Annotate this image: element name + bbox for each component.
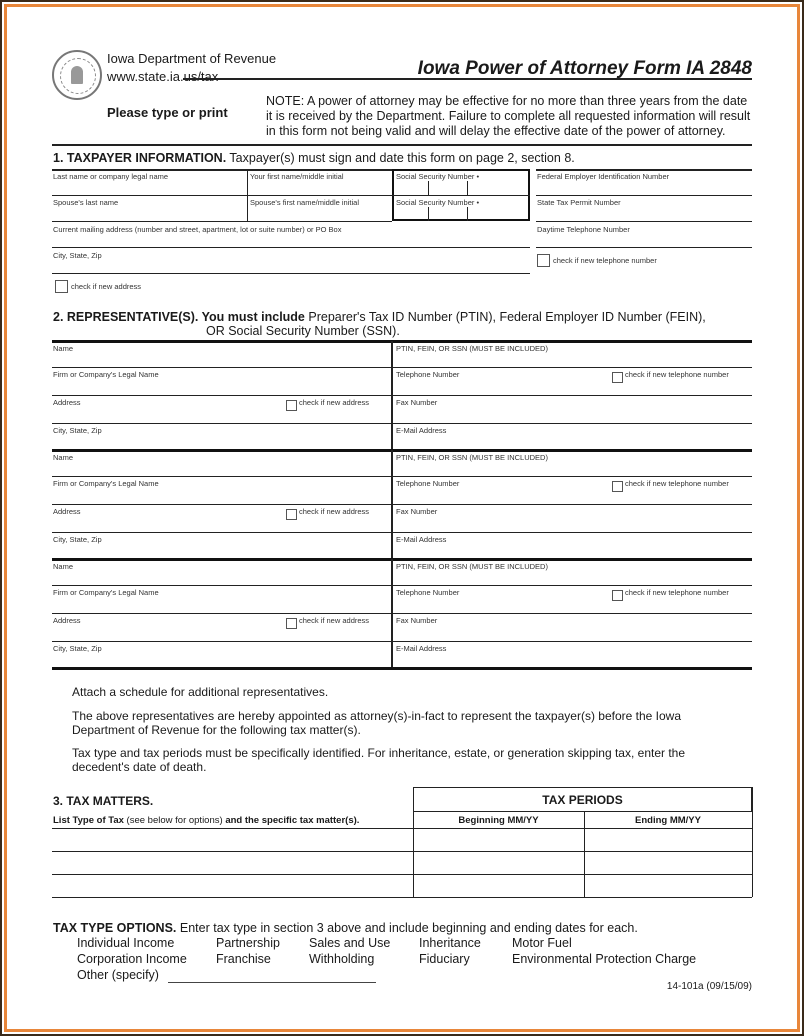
rep2-new-address-checkbox[interactable] [286, 509, 297, 520]
row-rule [52, 613, 752, 614]
other-specify-label: Other (specify) [77, 968, 159, 982]
new-address-checkbox[interactable] [55, 280, 68, 293]
rep3-name-field[interactable]: Name [53, 562, 74, 571]
tax-type-option: Sales and Use [309, 936, 391, 950]
last-name-field[interactable]: Last name or company legal name [53, 172, 169, 181]
tax-type-option: Motor Fuel [512, 936, 572, 950]
rep2-fax-field[interactable]: Fax Number [396, 507, 438, 516]
agency-name: Iowa Department of Revenue [107, 51, 277, 66]
rep3-new-address-checkbox[interactable] [286, 618, 297, 629]
rep1-city-field[interactable]: City, State, Zip [53, 426, 102, 435]
tax-type-options-heading: TAX TYPE OPTIONS. Enter tax type in section 3 above and include beginning and ending dates for each. [53, 921, 638, 935]
tax-type-option: Environmental Protection Charge [512, 952, 697, 966]
beginning-date-input-row1[interactable] [413, 829, 584, 851]
agency-website: www.state.ia.us/tax [107, 69, 219, 84]
new-phone-label: check if new telephone number [625, 479, 729, 488]
new-phone-label: check if new telephone number [625, 588, 729, 597]
divider [52, 144, 752, 146]
ssn-field[interactable]: Social Security Number • [396, 172, 480, 181]
new-phone-label: check if new telephone number [553, 256, 657, 265]
appointment-text: The above representatives are hereby appointed as attorney(s)-in-fact to represent the taxpayer(s) before the Iowa [72, 709, 681, 723]
new-address-label: check if new address [299, 616, 370, 625]
rep3-email-field[interactable]: E-Mail Address [396, 644, 447, 653]
ending-header: Ending MM/YY [635, 815, 701, 826]
representative-block-top-rule [52, 558, 752, 561]
row-rule [52, 641, 752, 642]
spouse-first-name-field[interactable]: Spouse's first name/middle initial [250, 198, 359, 207]
rep2-name-field[interactable]: Name [53, 453, 74, 462]
tax-periods-text: decedent's date of death. [72, 760, 207, 774]
tax-type-option: Withholding [309, 952, 375, 966]
section2-heading: 2. REPRESENTATIVE(S). You must include Preparer's Tax ID Number (PTIN), Federal Employer ID Number (FEIN), [53, 310, 706, 324]
row-rule [52, 504, 752, 505]
rep3-ptin-field[interactable]: PTIN, FEIN, OR SSN (MUST BE INCLUDED) [396, 562, 548, 571]
type-or-print: Please type or print [107, 105, 228, 120]
ending-date-input-row3[interactable] [584, 875, 752, 897]
tax-matter-input-row2[interactable] [52, 852, 413, 874]
daytime-phone-field[interactable]: Daytime Telephone Number [537, 225, 630, 234]
new-address-label: check if new address [299, 398, 370, 407]
tax-type-option: Partnership [216, 936, 280, 950]
tax-periods-header: TAX PERIODS [542, 793, 623, 807]
new-address-label: check if new address [299, 507, 370, 516]
new-phone-label: check if new telephone number [625, 370, 729, 379]
rep2-email-field[interactable]: E-Mail Address [396, 535, 447, 544]
tax-type-option: Corporation Income [77, 952, 187, 966]
new-phone-checkbox[interactable] [537, 254, 550, 267]
spouse-ssn-field[interactable]: Social Security Number • [396, 198, 480, 207]
tax-periods-text: Tax type and tax periods must be specifically identified. For inheritance, estate, or generation skipping tax, enter the [72, 746, 686, 760]
ending-date-input-row2[interactable] [584, 852, 752, 874]
tax-type-option: Inheritance [419, 936, 481, 950]
note-line: it is received by the Department. Failure to complete all requested information will result [266, 109, 751, 123]
rep1-new-address-checkbox[interactable] [286, 400, 297, 411]
representative-block-top-rule [52, 340, 752, 343]
appointment-text: Department of Revenue for the following tax matter(s). [72, 723, 361, 737]
other-specify-input[interactable] [168, 982, 376, 983]
rep3-fax-field[interactable]: Fax Number [396, 616, 438, 625]
first-name-field[interactable]: Your first name/middle initial [250, 172, 344, 181]
list-type-header: List Type of Tax (see below for options) and the specific tax matter(s). [53, 815, 360, 826]
beginning-date-input-row2[interactable] [413, 852, 584, 874]
form-title: Iowa Power of Attorney Form IA 2848 [417, 58, 752, 79]
row-rule [52, 423, 752, 424]
tax-matter-input-row1[interactable] [52, 829, 413, 851]
rep3-address-field[interactable]: Address [53, 616, 81, 625]
rep3-city-field[interactable]: City, State, Zip [53, 644, 102, 653]
section3-heading: 3. TAX MATTERS. [53, 794, 154, 808]
rep2-ptin-field[interactable]: PTIN, FEIN, OR SSN (MUST BE INCLUDED) [396, 453, 548, 462]
tax-type-option: Franchise [216, 952, 271, 966]
rep1-address-field[interactable]: Address [53, 398, 81, 407]
iowa-seal-logo [52, 50, 102, 100]
section1-heading: 1. TAXPAYER INFORMATION. Taxpayer(s) must sign and date this form on page 2, section 8. [53, 151, 575, 165]
rep1-fax-field[interactable]: Fax Number [396, 398, 438, 407]
column-divider [391, 450, 393, 559]
rep1-email-field[interactable]: E-Mail Address [396, 426, 447, 435]
beginning-date-input-row3[interactable] [413, 875, 584, 897]
city-state-zip-field[interactable]: City, State, Zip [53, 251, 102, 260]
tax-type-option: Individual Income [77, 936, 175, 950]
rep1-ptin-field[interactable]: PTIN, FEIN, OR SSN (MUST BE INCLUDED) [396, 344, 548, 353]
new-address-label: check if new address [71, 282, 142, 291]
rep3-new-phone-checkbox[interactable] [612, 590, 623, 601]
column-divider [391, 559, 393, 668]
tax-type-option: Fiduciary [419, 952, 470, 966]
section2-heading-line2: OR Social Security Number (SSN). [206, 324, 400, 338]
note-line: in this form not being valid and will delay the effective date of the power of attorney. [266, 124, 726, 138]
rep1-phone-field[interactable]: Telephone Number [396, 370, 460, 379]
beginning-header: Beginning MM/YY [458, 815, 539, 826]
representative-block-top-rule [52, 449, 752, 452]
column-divider [391, 341, 393, 450]
state-tax-permit-field[interactable]: State Tax Permit Number [537, 198, 621, 207]
mailing-address-field[interactable]: Current mailing address (number and street, apartment, lot or suite number) or PO Box [53, 225, 342, 234]
rep2-firm-field[interactable]: Firm or Company's Legal Name [53, 479, 159, 488]
representative-block-bottom-rule [52, 667, 752, 670]
rep2-phone-field[interactable]: Telephone Number [396, 479, 460, 488]
tax-matter-input-row3[interactable] [52, 875, 413, 897]
row-rule [52, 532, 752, 533]
rep2-address-field[interactable]: Address [53, 507, 81, 516]
rep3-phone-field[interactable]: Telephone Number [396, 588, 460, 597]
ending-date-input-row1[interactable] [584, 829, 752, 851]
rep1-firm-field[interactable]: Firm or Company's Legal Name [53, 370, 159, 379]
attach-note: Attach a schedule for additional representatives. [72, 685, 329, 699]
row-rule [52, 395, 752, 396]
rep2-city-field[interactable]: City, State, Zip [53, 535, 102, 544]
form-number: 14-101a (09/15/09) [666, 981, 752, 992]
row-rule [52, 476, 752, 477]
note-line: NOTE: A power of attorney may be effective for no more than three years from the date [266, 94, 748, 108]
row-rule [52, 367, 752, 368]
row-rule [52, 585, 752, 586]
rep1-name-field[interactable]: Name [53, 344, 74, 353]
rep2-new-phone-checkbox[interactable] [612, 481, 623, 492]
spouse-last-name-field[interactable]: Spouse's last name [53, 198, 119, 207]
rep1-new-phone-checkbox[interactable] [612, 372, 623, 383]
rep3-firm-field[interactable]: Firm or Company's Legal Name [53, 588, 159, 597]
fein-field[interactable]: Federal Employer Identification Number [537, 172, 670, 181]
